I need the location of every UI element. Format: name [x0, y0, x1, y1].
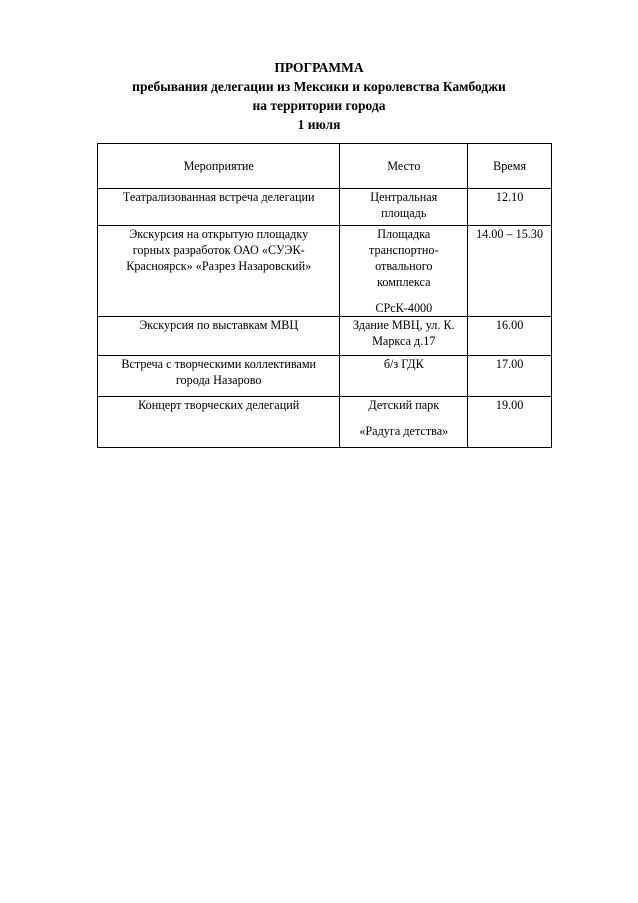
table-header-row [98, 144, 552, 189]
column-header-time: Время [468, 144, 552, 189]
heading-title: ПРОГРАММА [274, 60, 364, 75]
event-cell [98, 189, 340, 226]
heading-subtitle: пребывания делегации из Мексики и королевства Камбоджи [132, 79, 506, 94]
time-cell: 14.00 – 15.30 [468, 226, 552, 317]
event-text: Экскурсия по выставкам МВЦ [139, 318, 299, 332]
table-row [98, 189, 552, 226]
place-text: транспортно- [369, 243, 439, 257]
table-row [98, 317, 552, 356]
event-cell [98, 356, 340, 397]
event-text: Встреча с творческими коллективами [121, 357, 317, 371]
table-row [98, 356, 552, 397]
heading-location: на территории города [252, 98, 386, 113]
table-row [98, 397, 552, 448]
place-cell [340, 189, 468, 226]
time-cell: 19.00 [468, 397, 552, 448]
column-header-event: Мероприятие [98, 144, 340, 189]
place-text: Маркса д.17 [372, 334, 436, 348]
place-text: б/з ГДК [383, 357, 424, 371]
event-text: горных разработок ОАО «СУЭК- [132, 243, 305, 257]
event-text: Красноярск» «Разрез Назаровский» [126, 259, 312, 273]
place-cell [340, 356, 468, 397]
column-header-place: Место [340, 144, 468, 189]
place-text: СРсК-4000 [375, 301, 433, 315]
place-text: площадь [381, 206, 427, 220]
place-text: комплекса [377, 275, 431, 289]
time-cell: 12.10 [468, 189, 552, 226]
event-cell [98, 226, 340, 317]
event-cell [98, 317, 340, 356]
table-row [98, 226, 552, 317]
event-text: Экскурсия на открытую площадку [129, 227, 309, 241]
place-text: «Радуга детства» [359, 424, 449, 438]
document-heading [0, 58, 638, 134]
place-text: Детский парк [368, 398, 440, 412]
event-cell [98, 397, 340, 448]
program-table [97, 143, 552, 448]
place-cell [340, 317, 468, 356]
event-text: Концерт творческих делегаций [138, 398, 300, 412]
time-cell: 16.00 [468, 317, 552, 356]
time-cell: 17.00 [468, 356, 552, 397]
place-cell [340, 226, 468, 317]
event-text: Театрализованная встреча делегации [122, 190, 315, 204]
place-text: Здание МВЦ, ул. К. [352, 318, 455, 332]
place-text: Площадка [377, 227, 431, 241]
event-text: города Назарово [175, 373, 262, 387]
heading-date: 1 июля [297, 117, 341, 132]
place-cell [340, 397, 468, 448]
place-text: Центральная [370, 190, 438, 204]
place-text: отвального [375, 259, 433, 273]
